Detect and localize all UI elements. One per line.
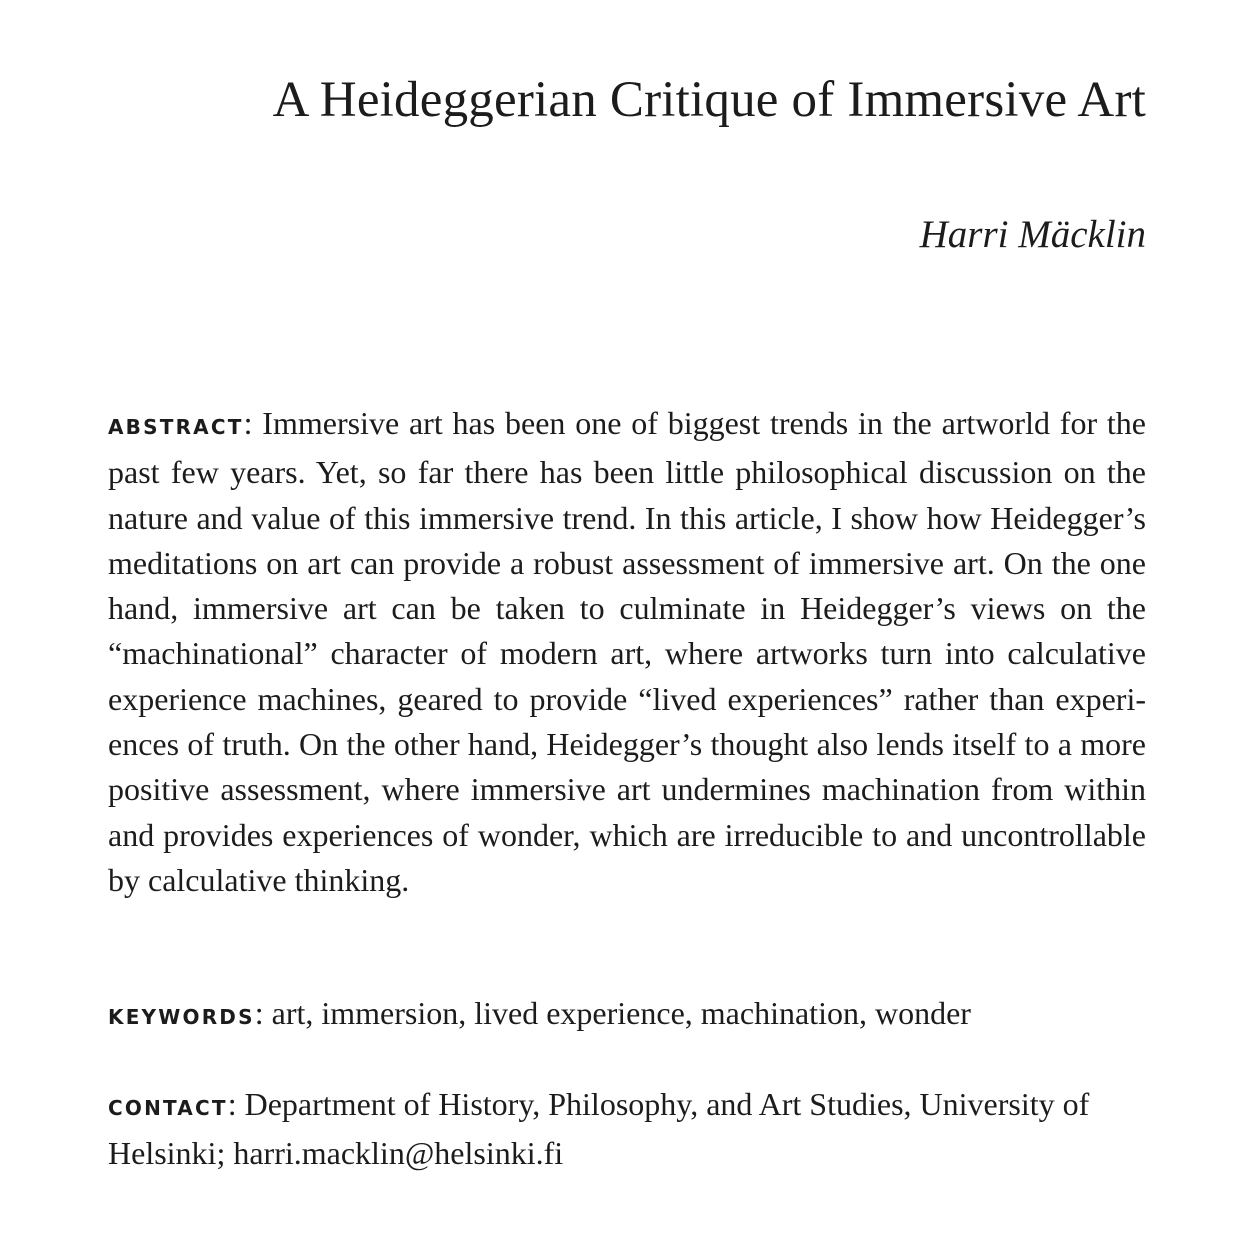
contact-text: Department of History, Philosophy, and Art Studies, University of Helsinki; harri.macklin@helsinki.fi bbox=[108, 1086, 1090, 1172]
contact-label: CONTACT bbox=[108, 1096, 228, 1120]
keywords-section bbox=[108, 991, 1146, 1040]
abstract-text: Immersive art has been one of biggest trends in the artworld for the past few years. Yet, so far there has been little philosophical discussion on the nature and value of this immersive trend. In this article, I show how Heidegger’s meditations on art can provide a robust assessment of immersive art. On the one hand, immersive art can be taken to culminate in Heidegger’s views on the “machinational” character of modern art, where artworks turn into calculative experience machines, geared to provide “lived experiences” rather than experiences of truth. On the other hand, Heidegger’s thought also lends itself to a more positive assessment, where immersive art undermines machination from within and provides experiences of wonder, which are irreducible to and uncontrollable by calculative thinking. bbox=[108, 405, 1147, 898]
abstract-label: ABSTRACT bbox=[108, 415, 244, 439]
keywords-label: KEYWORDS bbox=[108, 1005, 255, 1029]
keywords-text: art, immersion, lived experience, machination, wonder bbox=[271, 995, 971, 1031]
contact-section bbox=[108, 1082, 1146, 1177]
contact-label-colon: : bbox=[227, 1086, 245, 1122]
abstract-section bbox=[108, 401, 1146, 903]
author-name: Harri Mäcklin bbox=[919, 213, 1146, 256]
keywords-label-colon: : bbox=[254, 995, 272, 1031]
abstract-label-colon: : bbox=[243, 405, 263, 441]
paper-title: A Heideggerian Critique of Immersive Art bbox=[272, 72, 1146, 128]
